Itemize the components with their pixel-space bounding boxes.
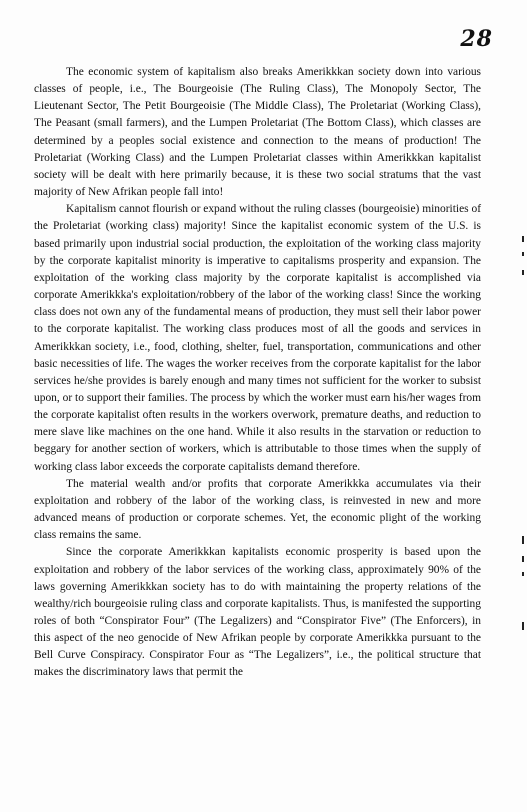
paragraph: The economic system of kapitalism also breaks Amerikkkan society down into various classes of people, i.e., The Bourgeoisie (The Ruling Class), The Monopoly Sector, The Lieutenant Sector, The Petit Bourgeoisie (The Middle Class), The Proletariat (Working Class), The Peasant (small farmers), and the Lumpen Proletariat (The Bottom Class), which classes are determined by a peoples social existence and connection to the means of production! The Proletariat (Working Class) and the Lumpen Proletariat classes within Amerikkkan kapitalist society will be dealt with here primarily because, it is these two social stratums that the vast majority of New Afrikan people fall into! [34,66,481,199]
scan-mark [522,572,524,576]
paragraph: The material wealth and/or profits that corporate Amerikkka accumulates via their exploitation and robbery of the labor of the working class, is reinvested in new and more advanced means of production or corporate schemes. Yet, the economic plight of the working class remains the same. [34,477,481,542]
scan-edge-marks [513,0,527,812]
paragraph: Kapitalism cannot flourish or expand without the ruling classes (bourgeoisie) minorities of the Proletariat (working class) majority! Since the kapitalist economic system of the U.S. is based primarily upon industrial social production, the exploitation of the working class majority by the corporate kapitalist minority is imperative to capitalisms prosperity and expansion. The exploitation of the working class majority by the corporate kapitalist is accomplished via corporate Amerikkka's exploitation/robbery of the labor of the working class! Since the working class does not own any of the fundamental means of production, they must sell their labor power to the corporate kapitalist. The working class produces most of all the goods and services in Amerikkkan society, i.e., food, clothing, shelter, fuel, transportation, communications and other basic necessities of life. The wages the worker receives from the corporate kapitalist for the labor services he/she provides is barely enough and many times not sufficient for the worker to subsist upon, or to support their families. The process by which the worker must earn his/her wages from the corporate kapitalist often results in the workers overwork, premature deaths, and reduction to mere slave like machines on the one hand. While it also results in the starvation or reduction to beggary for another section of workers, which is attributable to those times when the supply of working class labor exceeds the corporate capitalists demand therefore. [34,203,481,473]
scan-mark [522,556,524,562]
scan-mark [522,536,524,544]
scan-mark [522,270,524,275]
scan-mark [522,252,524,256]
paragraph: Since the corporate Amerikkkan kapitalists economic prosperity is based upon the exploitation and robbery of the labor services of the working class, approximately 90% of the laws governing Amerikkkan society has to do with maintaining the property relations of the wealthy/rich bourgeoisie ruling class and corporate kapitalists. Thus, is manifested the supporting roles of both “Conspirator Four” (The Legalizers) and “Conspirator Five” (The Enforcers), in this aspect of the neo genocide of New Afrikan people by corporate Amerikkka pursuant to the Bell Curve Conspiracy. Conspirator Four as “The Legalizers”, i.e., the political structure that makes the discriminatory laws that permit the [34,546,481,679]
page-number: 28 [460,26,493,52]
scan-mark [522,622,524,630]
body-text [34,64,481,682]
scan-mark [522,236,524,242]
